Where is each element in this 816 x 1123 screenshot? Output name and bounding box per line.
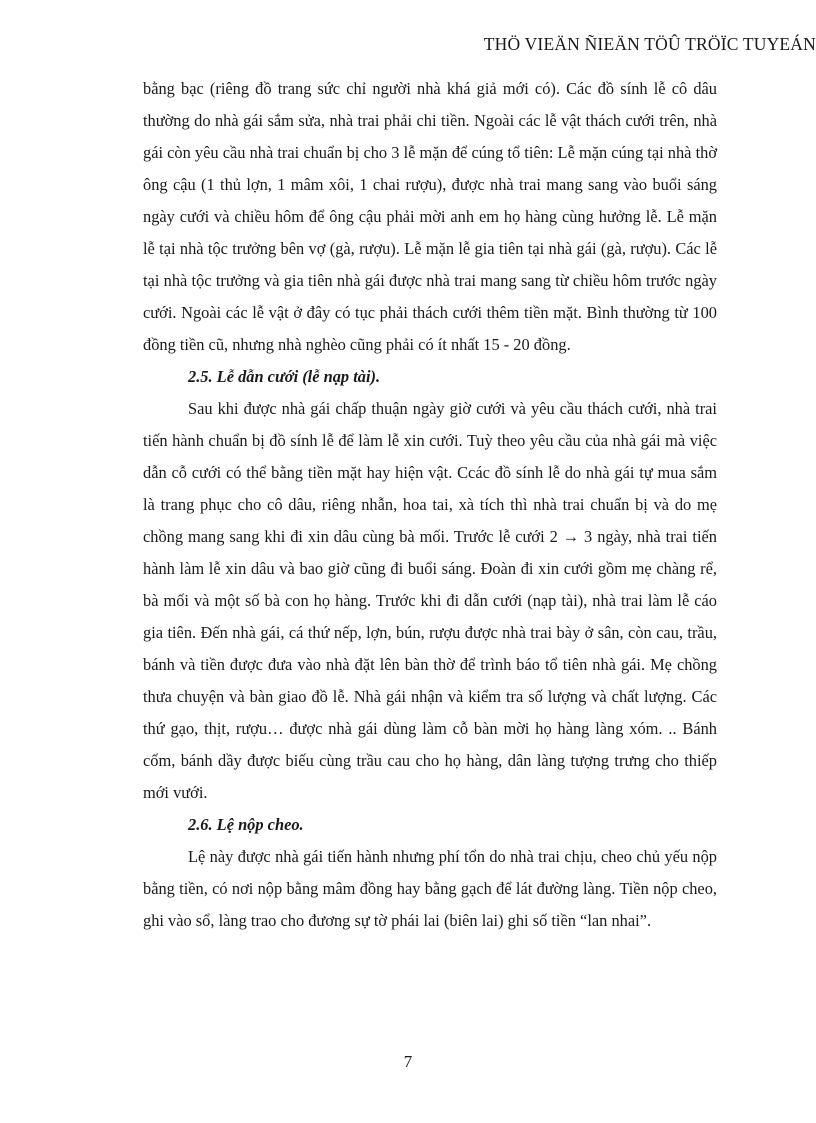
heading-2-6: 2.6. Lệ nộp cheo. (188, 815, 304, 834)
document-body (143, 73, 717, 937)
page-header: THÖ VIEÄN ÑIEÄN TÖÛ TRÖÏC TUYEÁN (483, 34, 816, 54)
paragraph-offerings: bằng bạc (riêng đồ trang sức chỉ người nhà khá giả mới có). Các đồ sính lễ cô dâu thường do nhà gái sắm sửa, nhà trai phải chi tiền. Ngoài các lễ vật thách cưới trên, nhà gái còn yêu cầu nhà trai chuẩn bị cho 3 lễ mặn để cúng tổ tiên: Lễ mặn cúng tại nhà thờ ông cậu (1 thủ lợn, 1 mâm xôi, 1 chai rượu), được nhà trai mang sang vào buổi sáng ngày cưới và chiều hôm để ông cậu phải mời anh em họ hàng cùng hưởng lễ. Lễ mặn lễ tại nhà tộc trưởng bên vợ (gà, rượu). Lễ mặn lễ gia tiên tại nhà gái (gà, rượu). Các lễ tại nhà tộc trưởng và gia tiên nhà gái được nhà trai mang sang từ chiều hôm trước ngày cưới. Ngoài các lễ vật ở đây có tục phải thách cưới thêm tiền mặt. Bình thường từ 100 đồng tiền cũ, nhưng nhà nghèo cũng phải có ít nhất 15 - 20 đồng. (143, 79, 717, 354)
heading-2-5: 2.5. Lễ dẫn cưới (lễ nạp tài). (188, 367, 381, 386)
paragraph-dan-cuoi: Sau khi được nhà gái chấp thuận ngày giờ cưới và yêu cầu thách cưới, nhà trai tiến hành chuẩn bị đồ sính lễ để làm lễ xin cưới. Tuỳ theo yêu cầu của nhà gái mà việc dẫn cỗ cưới có thể bằng tiền mặt hay hiện vật. Ccác đồ sính lễ do nhà gái tự mua sắm là trang phục cho cô dâu, riêng nhẫn, hoa tai, xà tích thì nhà trai chuẩn bị và do mẹ chồng mang sang khi đi xin dâu cùng bà mối. Trước lễ cưới 2 → 3 ngày, nhà trai tiến hành làm lễ xin dâu và bao giờ cũng đi buổi sáng. Đoàn đi xin cưới gồm mẹ chàng rể, bà mối và một số bà con họ hàng. Trước khi đi dẫn cưới (nạp tài), nhà trai làm lễ cáo gia tiên. Đến nhà gái, cá thứ nếp, lợn, bún, rượu được nhà trai bày ở sân, còn cau, trầu, bánh và tiền được đưa vào nhà đặt lên bàn thờ để trình báo tổ tiên nhà gái. Mẹ chồng thưa chuyện và bàn giao đồ lễ. Nhà gái nhận và kiểm tra số lượng và chất lượng. Các thứ gạo, thịt, rượu… được nhà gái dùng làm cỗ bàn mời họ hàng làng xóm. .. Bánh cốm, bánh dầy được biếu cùng trầu cau cho họ hàng, dân làng tượng trưng cho thiếp mới vưới. (143, 399, 717, 802)
paragraph-nop-cheo: Lệ này được nhà gái tiến hành nhưng phí tổn do nhà trai chịu, cheo chủ yếu nộp bằng tiền, có nơi nộp bằng mâm đồng hay bằng gạch để lát đường làng. Tiền nộp cheo, ghi vào sổ, làng trao cho đương sự tờ phái lai (biên lai) ghi số tiền “lan nhai”. (143, 847, 717, 930)
page-number: 7 (403, 1052, 413, 1071)
